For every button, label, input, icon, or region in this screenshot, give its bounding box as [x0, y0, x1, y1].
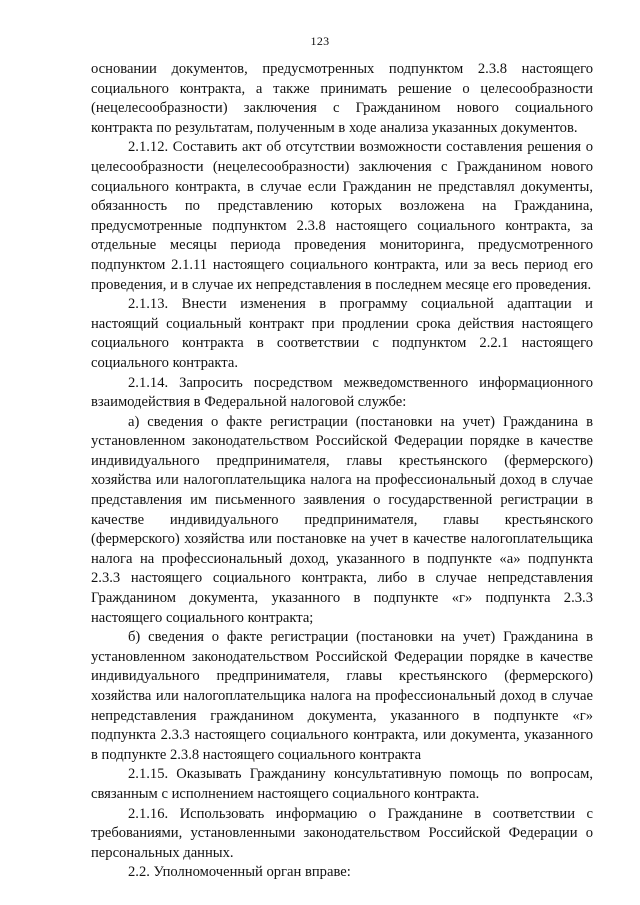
paragraph-2-1-12: 2.1.12. Составить акт об отсутствии возможности составления решения о целесообразности (нецелесообразности) заключения с Гражданином нового социального контракта, в случае если Гражданин не представлял документы, обязанность по представлению которых возложена на Гражданина, предусмотренные подпунктом 2.3.8 настоящего социального контракта, за отдельные месяцы периода проведения мониторинга, предусмотренного подпунктом 2.1.11 настоящего социального контракта, или за весь период его проведения, и в случае их непредставления в последнем месяце его проведения.: [91, 139, 593, 293]
paragraph-2-1-14: 2.1.14. Запросить посредством межведомственного информационного взаимодействия в Федеральной налоговой службе:: [91, 374, 593, 411]
paragraph-2-1-13: 2.1.13. Внести изменения в программу социальной адаптации и настоящий социальный контракт при продлении срока действия настоящего социального контракта в соответствии с подпунктом 2.2.1 настоящего социального контракта.: [91, 296, 593, 371]
paragraph-continuation: основании документов, предусмотренных подпунктом 2.3.8 настоящего социального контракта, а также принимать решение о целесообразности (нецелесообразности) заключения с Гражданином нового социального контракта по результатам, полученным в ходе анализа указанных документов.: [91, 61, 593, 136]
paragraph-2-1-16: 2.1.16. Использовать информацию о Гражданине в соответствии с требованиями, установленными законодательством Российской Федерации о персональных данных.: [91, 805, 593, 861]
paragraph-2-1-15: 2.1.15. Оказывать Гражданину консультативную помощь по вопросам, связанным с исполнением настоящего социального контракта.: [91, 766, 593, 802]
document-body: [91, 60, 593, 883]
page-number: 123: [310, 34, 330, 48]
paragraph-2-1-14-a: а) сведения о факте регистрации (постановки на учет) Гражданина в установленном законодательством Российской Федерации порядке в качестве индивидуального предпринимателя, главы крестьянского (фермерского) хозяйства или налогоплательщика налога на профессиональный доход в случае представления им письменного заявления о государственной регистрации в качестве индивидуального предпринимателя, главы крестьянского (фермерского) хозяйства или постановке на учет в качестве налогоплательщика налога на профессиональный доход, указанного в подпункте «а» подпункта 2.3.3 настоящего социального контракта, либо в случае непредставления Гражданином документа, указанного в подпункте «г» подпункта 2.3.3 настоящего социального контракта;: [91, 413, 593, 626]
paragraph-2-2: 2.2. Уполномоченный орган вправе:: [128, 864, 351, 881]
paragraph-2-1-14-b: б) сведения о факте регистрации (постановки на учет) Гражданина в установленном законодательством Российской Федерации порядке в качестве индивидуального предпринимателя, главы крестьянского (фермерского) хозяйства или налогоплательщика налога на профессиональный доход в случае непредставления гражданином документа, указанного в подпункте «г» подпункта 2.3.3 настоящего социального контракта, или документа, указанного в подпункте 2.3.8 настоящего социального контракта: [91, 629, 593, 763]
